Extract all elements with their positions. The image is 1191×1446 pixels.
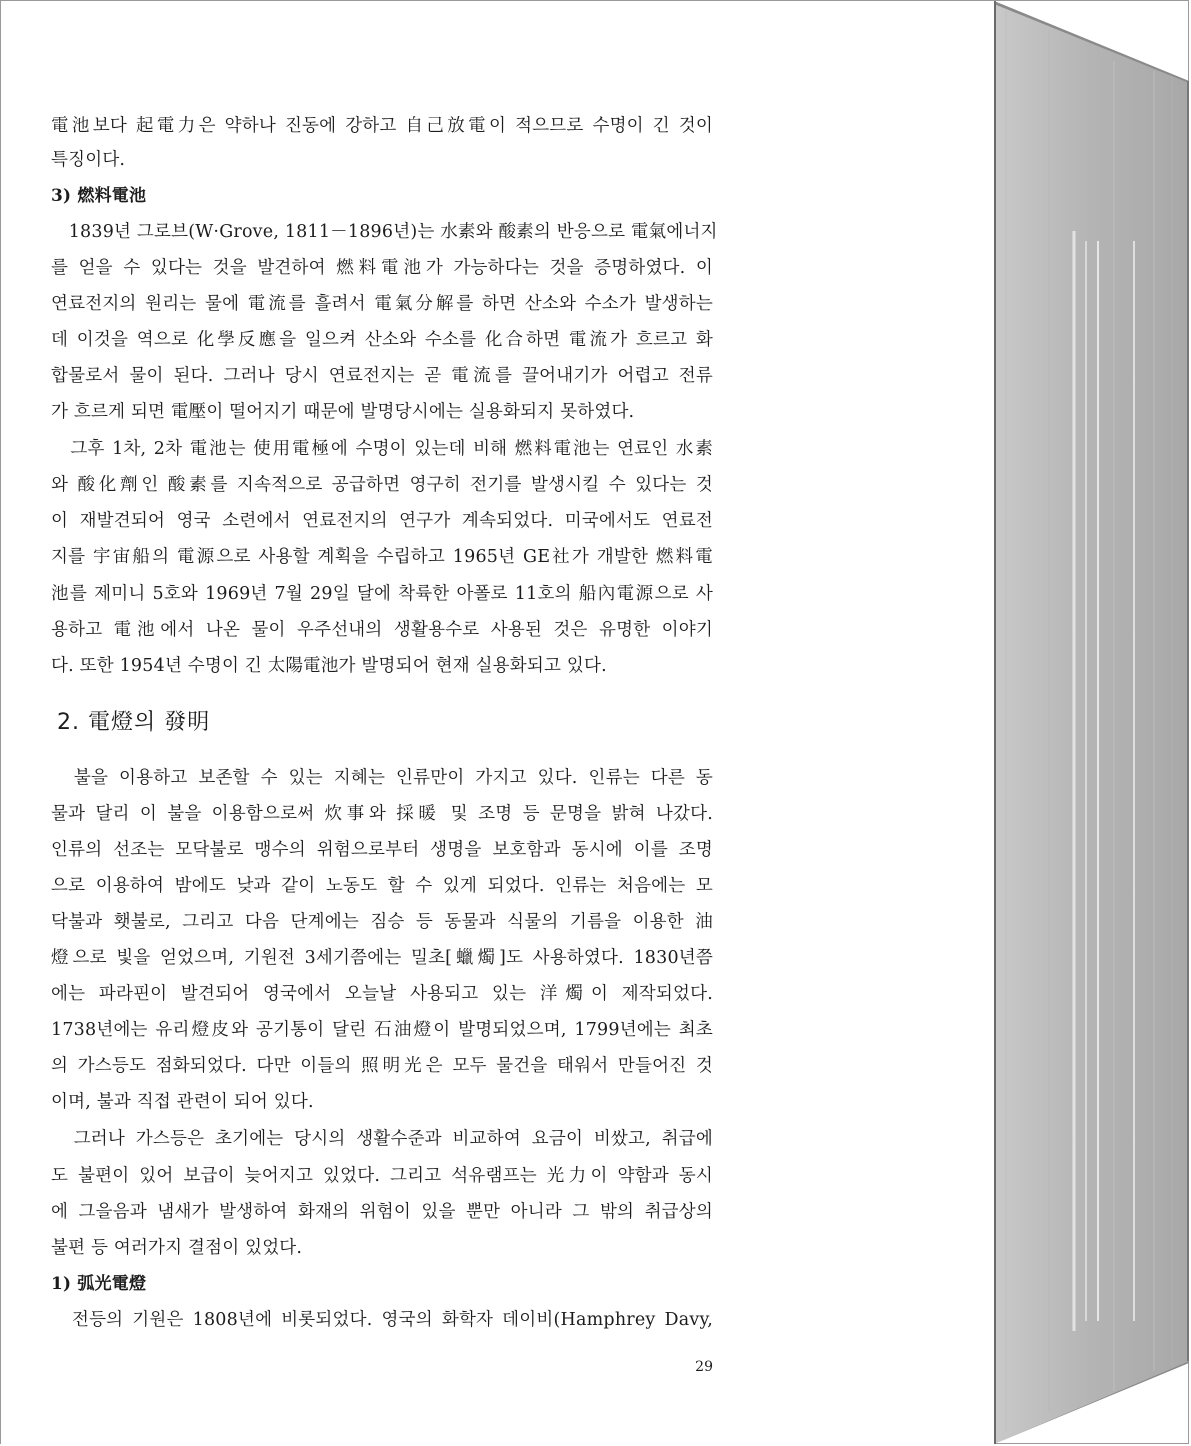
text-line: 의 가스등도 점화되었다. 다만 이들의 照明光은 모두 물건을 태워서 만들어진 것	[51, 1056, 713, 1076]
text-line: 지를 宇宙船의 電源으로 사용할 계획을 수립하고 1965년 GE社가 개발한 燃料電	[51, 547, 713, 567]
subsection-heading-fuel-cell: 3) 燃料電池	[51, 186, 147, 206]
text-line: 으로 이용하여 밤에도 낮과 같이 노동도 할 수 있게 되었다. 인류는 처음에는 모	[51, 876, 713, 896]
text-line: 데 이것을 역으로 化學反應을 일으켜 산소와 수소를 化合하면 電流가 흐르고 화	[51, 330, 713, 350]
text-line: 가 흐르게 되면 電壓이 떨어지기 때문에 발명당시에는 실용화되지 못하였다.	[51, 402, 635, 422]
text-line: 1738년에는 유리燈皮와 공기통이 달린 石油燈이 발명되었으며, 1799년에는 최초	[51, 1020, 713, 1040]
text-line: 전등의 기원은 1808년에 비롯되었다. 영국의 화학자 데이비(Hamphrey Davy,	[51, 1310, 713, 1330]
book-page-edge	[994, 1, 1189, 1444]
text-line: 1839년 그로브(W·Grove, 1811－1896년)는 水素와 酸素의 반응으로 電氣에너지	[51, 222, 718, 242]
text-line: 닥불과 횃불로, 그리고 다음 단계에는 짐승 등 동물과 식물의 기름을 이용한 油	[51, 912, 713, 932]
text-line: 특징이다.	[51, 150, 126, 170]
text-line: 이 재발견되어 영국 소련에서 연료전지의 연구가 계속되었다. 미국에서도 연료전	[51, 511, 713, 531]
text-line: 池를 제미니 5호와 1969년 7월 29일 달에 착륙한 아폴로 11호의 船內電源으로 사	[51, 584, 713, 604]
text-line: 물과 달리 이 불을 이용함으로써 炊事와 採暖 및 조명 등 문명을 밝혀 나갔다.	[51, 804, 713, 824]
text-line: 그후 1차, 2차 電池는 使用電極에 수명이 있는데 비해 燃料電池는 연료인 水素	[51, 439, 713, 459]
text-line: 인류의 선조는 모닥불로 맹수의 위험으로부터 생명을 보호함과 동시에 이를 조명	[51, 840, 713, 860]
text-line: 에 그을음과 냄새가 발생하여 화재의 위험이 있을 뿐만 아니라 그 밖의 취급상의	[51, 1202, 713, 1222]
text-line: 불편 등 여러가지 결점이 있었다.	[51, 1238, 303, 1258]
section-title: 2. 電燈의 發明	[57, 710, 211, 735]
text-line: 다. 또한 1954년 수명이 긴 太陽電池가 발명되어 현재 실용화되고 있다.	[51, 656, 607, 676]
text-line: 연료전지의 원리는 물에 電流를 흘려서 電氣分解를 하면 산소와 수소가 발생하는	[51, 294, 713, 314]
book-page	[1, 1, 995, 1444]
text-line: 이며, 불과 직접 관련이 되어 있다.	[51, 1092, 314, 1112]
text-line: 용하고 電池에서 나온 물이 우주선내의 생활용수로 사용된 것은 유명한 이야기	[51, 620, 713, 640]
text-line: 와 酸化劑인 酸素를 지속적으로 공급하면 영구히 전기를 발생시킬 수 있다는 것	[51, 475, 713, 495]
text-line: 에는 파라핀이 발견되어 영국에서 오늘날 사용되고 있는 洋燭이 제작되었다.	[51, 984, 713, 1004]
subsection-heading-arc-lamp: 1) 弧光電燈	[51, 1274, 147, 1294]
text-line: 합물로서 물이 된다. 그러나 당시 연료전지는 곧 電流를 끌어내기가 어렵고 전류	[51, 366, 713, 386]
text-line: 電池보다 起電力은 약하나 진동에 강하고 自己放電이 적으므로 수명이 긴 것이	[51, 116, 713, 136]
text-line: 불을 이용하고 보존할 수 있는 지혜는 인류만이 가지고 있다. 인류는 다른 동	[51, 768, 713, 788]
page-number: 29	[695, 1359, 713, 1375]
text-line: 燈으로 빛을 얻었으며, 기원전 3세기쯤에는 밀초[蠟燭]도 사용하였다. 1830년쯤	[51, 948, 713, 968]
text-line: 도 불편이 있어 보급이 늦어지고 있었다. 그리고 석유램프는 光力이 약함과 동시	[51, 1166, 713, 1186]
text-line: 를 얻을 수 있다는 것을 발견하여 燃料電池가 가능하다는 것을 증명하였다. 이	[51, 258, 713, 278]
text-line: 그러나 가스등은 초기에는 당시의 생활수준과 비교하여 요금이 비쌌고, 취급에	[51, 1129, 713, 1149]
book-edge-graphic	[994, 1, 1189, 1444]
